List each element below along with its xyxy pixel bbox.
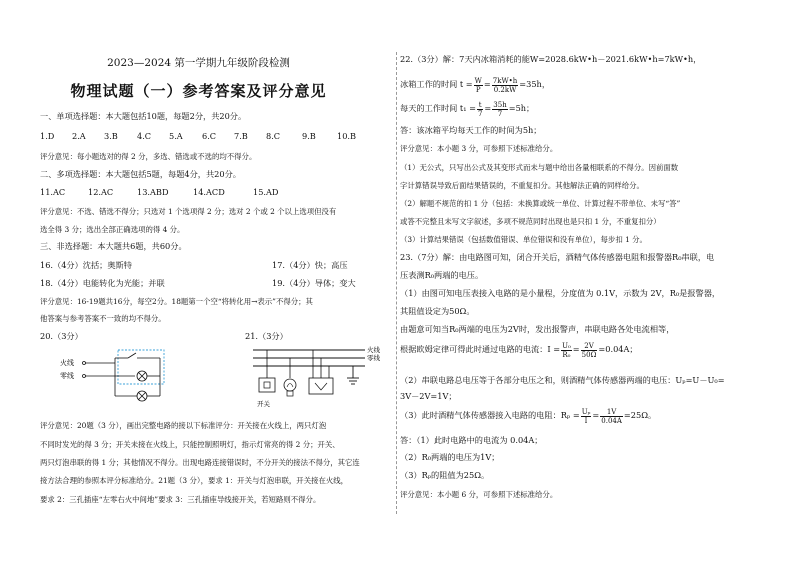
numerator: W — [474, 76, 482, 85]
q23-line2: 压表测R₀两端的电压。 — [400, 270, 484, 280]
answer-14: 14.ACD — [193, 187, 225, 197]
denominator: 0.2kW — [493, 85, 517, 94]
formula-text: 根据欧姆定律可得此时通过电路的电流：I = — [400, 344, 561, 354]
answer-2: 2.A — [72, 131, 86, 141]
answer-9: 9.B — [302, 131, 316, 141]
fraction — [581, 408, 592, 425]
q23-answer-2: （2）R₀两端的电压为1V； — [400, 452, 500, 462]
answer-5: 5.A — [169, 131, 183, 141]
q20-21-note-line3: 两只灯泡串联的得 1 分；其他情况不得分。出现电路连接错误时，不分开关的接法不得分，其它连 — [40, 458, 360, 467]
section1-note: 评分意见：每小题选对的得 2 分，多选、错选或不选的均不得分。 — [40, 152, 257, 161]
switch-label: 开关 — [257, 400, 270, 408]
q20-21-note-line2: 不同时发光的得 3 分；开关未接在火线上，只能控制照明灯，指示灯常亮的得 2 分；开关、 — [40, 440, 340, 449]
exam-title: 2023—2024 第一学期九年级阶段检测 — [107, 57, 290, 69]
q21-label: 21.（3分） — [245, 331, 288, 341]
answer-15: 15.AD — [253, 187, 279, 197]
q23-line7: （2）串联电路总电压等于各部分电压之和，则酒精气体传感器两端的电压：Uₚ=U－U₀= — [400, 375, 725, 385]
fraction — [581, 342, 598, 359]
q22-note: 评分意见：本小题 3 分，可参照下述标准给分。 — [400, 144, 558, 153]
q23-line8: 3V－2V=1V； — [400, 391, 457, 401]
answer-16: 16.（4分）沈括；奥斯特 — [40, 260, 132, 270]
denominator: P — [475, 85, 481, 94]
section3-note-line1: 评分意见：16-19题共16分，每空2分。18题第一个空“将转化用→表示”不得分；其 — [40, 297, 313, 306]
answer-1: 1.D — [40, 131, 55, 141]
denominator: R₀ — [562, 350, 571, 359]
grading-rule1-line1: （1）无公式，只写出公式及其变形式而未与题中给出各量相联系的不得分。因前面数 — [400, 163, 679, 172]
answer-7: 7.B — [234, 131, 248, 141]
q20-21-note-line5: 要求 2：三孔插座“左零右火中间地”要求 3：三孔插座导线接开关，若短路则不得分。 — [40, 495, 321, 504]
answer-title: 物理试题（一）参考答案及评分意见 — [70, 82, 327, 100]
denominator: 50Ω — [581, 350, 597, 359]
answer-18: 18.（4分）电能转化为光能；并联 — [40, 278, 165, 288]
fraction — [600, 408, 623, 425]
wall-switch-icon — [259, 378, 275, 392]
formula-text: （3）此时酒精气体传感器接入电路的电阻：Rₚ = — [400, 410, 580, 420]
answer-13: 13.ABD — [137, 187, 169, 197]
q23-line1: 23.（7分）解：由电路图可知，闭合开关后，酒精气体传感器电阻和报警器R₀串联，电 — [400, 252, 715, 262]
formula-text: 每天的工作时间 t₁ = — [400, 103, 476, 113]
answer-17: 17.（4分）快；高压 — [272, 260, 348, 270]
q23-line3: （1）由图可知电压表接入电路的是小量程，分度值为 0.1V，示数为 2V，R₀是报警器， — [400, 288, 721, 298]
formula-text: = — [483, 79, 491, 89]
denominator: I — [584, 416, 588, 425]
denominator: 0.04A — [601, 416, 622, 425]
q23-line5: 由题意可知当R₀两端的电压为2V时，发出报警声，串联电路各处电流相等， — [400, 324, 675, 334]
fraction — [561, 342, 572, 359]
fraction — [492, 77, 519, 94]
grading-rule1-line2: 字计算错误导致后面结果错误的，不重复扣分。其他解法正确的同样给分。 — [400, 181, 644, 190]
fire-line-label: 火线 — [60, 359, 74, 367]
formula-text: 冰箱工作的时间 t = — [400, 79, 473, 89]
q21-circuit-diagram — [245, 342, 395, 422]
q21-zero-line-label: 零线 — [367, 354, 380, 362]
q20-circuit-diagram — [60, 346, 170, 416]
section3-note-line2: 他答案与参考答案不一致的均不得分。 — [40, 314, 166, 323]
answer-19: 19.（4分）导体；变大 — [272, 278, 356, 288]
q20-21-note-line4: 接方法合理的参照本评分标准给分。21题（3 分），要求 1：开关与灯泡串联，开关接在火线， — [40, 476, 349, 485]
switch-lever — [128, 353, 136, 358]
section1-heading: 一、单项选择题：本大题包括10题，每题2分，共20分。 — [40, 111, 247, 121]
q20-21-note-line1: 评分意见：20题（3 分），画出完整电路的接以下标准评分：开关接在火线上，两只灯泡 — [40, 421, 327, 430]
q21-fire-line-label: 火线 — [367, 346, 380, 354]
q22-formula-line1 — [400, 74, 550, 94]
three-hole-socket-icon — [309, 378, 333, 394]
formula-text: = — [592, 410, 600, 420]
formula-text: =0.04A； — [598, 344, 638, 354]
numerator: 2V — [581, 342, 598, 351]
grading-rule3: （3）计算结果错误（包括数值错误、单位错误和没有单位），每步扣 1 分。 — [400, 235, 647, 244]
grading-rule2-line2: 或答不完整且未写文字叙述，多项不规范同时出现也是只扣 1 分，不重复扣分） — [400, 217, 661, 226]
numerator: 35h — [493, 100, 507, 109]
answer-4: 4.C — [137, 131, 152, 141]
formula-text: = — [572, 344, 580, 354]
q22-formula-line2 — [400, 98, 534, 118]
q23-answer-1: 答：（1）此时电路中的电流为 0.04A； — [400, 435, 543, 445]
right-column — [397, 0, 794, 561]
section2-note-line2: 选全得 3 分；选出全部正确选项的得 4 分。 — [40, 225, 185, 234]
q23-line4: 其阻值设定为50Ω。 — [400, 306, 475, 316]
numerator: 1V — [600, 408, 623, 417]
q23-resistance-formula — [400, 405, 656, 425]
numerator: U₀ — [562, 341, 571, 350]
section2-heading: 二、多项选择题：本大题包括5题，每题4分，共20分。 — [40, 169, 241, 179]
answer-6: 6.C — [202, 131, 217, 141]
formula-text: = — [484, 103, 492, 113]
formula-text: =5h； — [508, 103, 535, 113]
numerator: t — [478, 100, 482, 109]
q22-answer: 答：该冰箱平均每天工作的时间为5h； — [400, 125, 542, 135]
fraction — [477, 101, 483, 118]
fraction — [474, 77, 483, 94]
section2-note-line1: 评分意见：不选、错选不得分；只选对 1 个选项得 2 分；选对 2 个或 2 个以上选项但没有 — [40, 207, 337, 216]
q20-label: 20.（3分） — [40, 331, 83, 341]
answer-3: 3.B — [104, 131, 118, 141]
numerator: Uₚ — [581, 407, 591, 416]
grading-rule2-line1: （2）解题不规范的扣 1 分（包括：未换算或统一单位、计算过程不带单位、未写“答” — [400, 199, 681, 208]
light-bulb-icon — [284, 379, 296, 391]
q23-current-formula — [400, 339, 638, 359]
q23-note: 评分意见：本小题 6 分，可参照下述标准给分。 — [400, 490, 558, 499]
zero-line-label: 零线 — [60, 372, 74, 380]
fraction — [492, 101, 507, 118]
denominator: 7 — [497, 109, 503, 118]
q22-heading: 22.（3分）解：7天内冰箱消耗的能W=2028.6kW•h－2021.6kW•h=7kW•h， — [400, 54, 702, 64]
formula-text: =35h， — [519, 79, 551, 89]
answer-10: 10.B — [337, 131, 357, 141]
formula-text: =25Ω。 — [623, 410, 657, 420]
q23-answer-3: （3）Rₚ的阻值为25Ω。 — [400, 470, 490, 480]
numerator: 7kW•h — [492, 76, 518, 85]
answer-12: 12.AC — [88, 187, 114, 197]
denominator: 7 — [477, 109, 483, 118]
answer-8: 8.C — [266, 131, 281, 141]
answer-11: 11.AC — [40, 187, 66, 197]
section3-heading: 三、非选择题：本大题共6题，共60分。 — [40, 241, 187, 251]
